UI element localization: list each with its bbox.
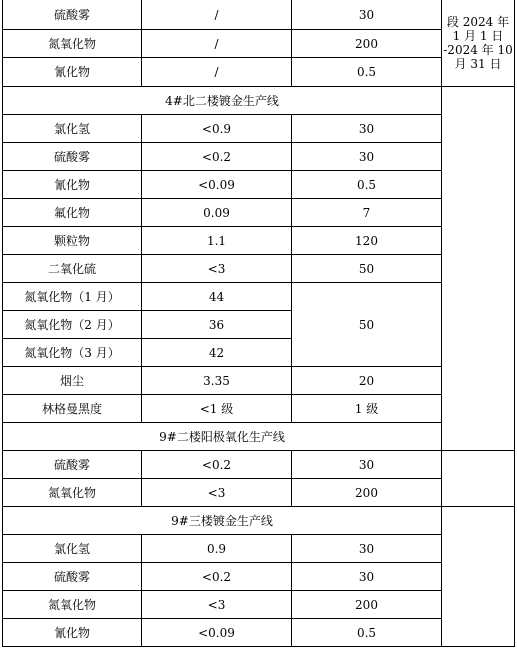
limit-cell: 200 (292, 30, 442, 58)
table-row (3, 619, 515, 647)
table-row (3, 30, 515, 58)
measured-cell: 36 (142, 311, 292, 339)
measured-cell: / (142, 30, 292, 58)
section-header-row (3, 423, 515, 451)
limit-cell: 7 (292, 199, 442, 227)
pollutant-cell: 氮氧化物（1 月） (3, 283, 142, 311)
pollutant-cell: 烟尘 (3, 367, 142, 395)
section-title: 9#二楼阳极氧化生产线 (3, 423, 442, 451)
table-row (3, 479, 515, 507)
pollutant-cell: 硫酸雾 (3, 451, 142, 479)
pollutant-cell: 氮氧化物（2 月） (3, 311, 142, 339)
table-row (3, 58, 515, 87)
measured-cell: <0.2 (142, 563, 292, 591)
table-row (3, 367, 515, 395)
measured-cell: / (142, 58, 292, 87)
measured-cell: <0.09 (142, 619, 292, 647)
pollutant-cell: 二氧化硫 (3, 255, 142, 283)
section-header-row (3, 87, 515, 115)
table-row (3, 199, 515, 227)
period-note-line: 月 31 日 (454, 57, 502, 71)
pollutant-cell: 硫酸雾 (3, 143, 142, 171)
table-row (3, 227, 515, 255)
measured-cell: / (142, 0, 292, 30)
blank-note-cell (442, 87, 515, 451)
table-row (3, 171, 515, 199)
limit-cell: 120 (292, 227, 442, 255)
table-row (3, 115, 515, 143)
pollutant-cell: 硫酸雾 (3, 0, 142, 30)
limit-cell: 30 (292, 535, 442, 563)
table-row (3, 451, 515, 479)
limit-cell: 30 (292, 451, 442, 479)
measured-cell: 0.09 (142, 199, 292, 227)
limit-cell: 50 (292, 255, 442, 283)
measured-cell: 0.9 (142, 535, 292, 563)
emission-table (2, 0, 515, 647)
limit-cell: 20 (292, 367, 442, 395)
measured-cell: 3.35 (142, 367, 292, 395)
table-row (3, 0, 515, 30)
measured-cell: 44 (142, 283, 292, 311)
table-row (3, 563, 515, 591)
pollutant-cell: 林格曼黑度 (3, 395, 142, 423)
table-row (3, 255, 515, 283)
measured-cell: <3 (142, 255, 292, 283)
limit-cell: 0.5 (292, 171, 442, 199)
measured-cell: <0.09 (142, 171, 292, 199)
limit-cell: 30 (292, 0, 442, 30)
table-row (3, 283, 515, 311)
pollutant-cell: 氰化物 (3, 171, 142, 199)
pollutant-cell: 氯化氢 (3, 115, 142, 143)
pollutant-cell: 氮氧化物 (3, 479, 142, 507)
blank-note-cell (442, 451, 515, 507)
measured-cell: 1.1 (142, 227, 292, 255)
period-note-line: 1 月 1 日 (452, 29, 504, 43)
pollutant-cell: 硫酸雾 (3, 563, 142, 591)
limit-cell: 30 (292, 143, 442, 171)
measured-cell: <1 级 (142, 395, 292, 423)
table-row (3, 591, 515, 619)
pollutant-cell: 颗粒物 (3, 227, 142, 255)
pollutant-cell: 氰化物 (3, 58, 142, 87)
table-row (3, 143, 515, 171)
limit-cell: 200 (292, 591, 442, 619)
period-note-line: 段 2024 年 (446, 15, 510, 29)
limit-cell: 30 (292, 563, 442, 591)
measured-cell: 42 (142, 339, 292, 367)
pollutant-cell: 氮氧化物 (3, 30, 142, 58)
measured-cell: <0.9 (142, 115, 292, 143)
measured-cell: <0.2 (142, 143, 292, 171)
limit-cell: 30 (292, 115, 442, 143)
section-header-row (3, 507, 515, 535)
measured-cell: <3 (142, 591, 292, 619)
limit-cell: 1 级 (292, 395, 442, 423)
limit-cell: 0.5 (292, 619, 442, 647)
measured-cell: <3 (142, 479, 292, 507)
pollutant-cell: 氟化物 (3, 199, 142, 227)
pollutant-cell: 氮氧化物 (3, 591, 142, 619)
pollutant-cell: 氮氧化物（3 月） (3, 339, 142, 367)
table-row (3, 535, 515, 563)
limit-cell: 0.5 (292, 58, 442, 87)
blank-note-cell (442, 507, 515, 647)
pollutant-cell: 氰化物 (3, 619, 142, 647)
period-note-line: -2024 年 10 (443, 43, 513, 57)
limit-cell: 200 (292, 479, 442, 507)
pollutant-cell: 氯化氢 (3, 535, 142, 563)
section-title: 4#北二楼镀金生产线 (3, 87, 442, 115)
section-title: 9#三楼镀金生产线 (3, 507, 442, 535)
period-note (442, 0, 515, 87)
table-row (3, 395, 515, 423)
measured-cell: <0.2 (142, 451, 292, 479)
limit-cell: 50 (292, 283, 442, 367)
